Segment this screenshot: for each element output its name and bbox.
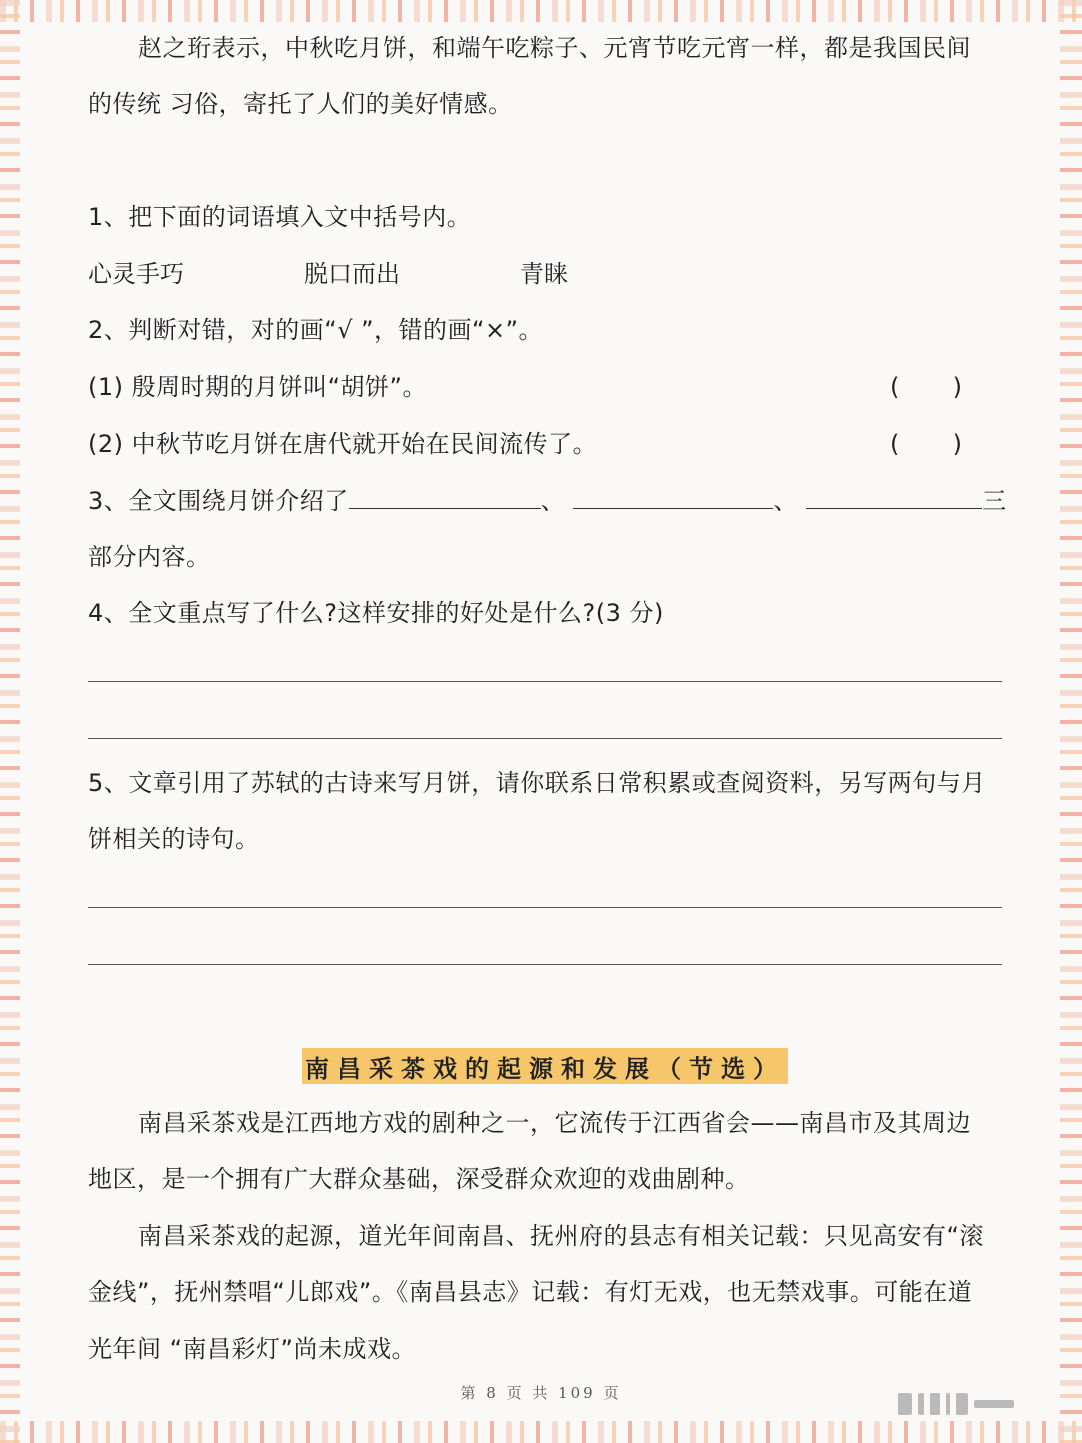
question-5-line: 饼相关的诗句。: [88, 825, 260, 853]
passage-line: 的传统 习俗，寄托了人们的美好情感。: [88, 90, 513, 118]
decorative-border-top: [0, 0, 1082, 22]
question-3-line2: 部分内容。: [88, 543, 211, 571]
passage-line: 地区，是一个拥有广大群众基础，深受群众欢迎的戏曲剧种。: [88, 1165, 750, 1193]
word-choice: 心灵手巧: [88, 260, 184, 288]
close-paren: ): [952, 373, 962, 401]
answer-parentheses[interactable]: [890, 428, 962, 460]
question-5-line: 5、文章引用了苏轼的古诗来写月饼，请你联系日常积累或查阅资料，另写两句与月: [88, 769, 986, 797]
fill-blank[interactable]: [806, 486, 982, 509]
question-4-prompt: 4、全文重点写了什么?这样安排的好处是什么?(3 分): [88, 599, 664, 627]
answer-line[interactable]: [88, 681, 1002, 682]
passage-line: 南昌采茶戏是江西地方戏的剧种之一，它流传于江西省会——南昌市及其周边: [138, 1109, 971, 1137]
question-3-line: [88, 485, 1007, 517]
question-2-prompt: 2、判断对错，对的画“√ ”，错的画“×”。: [88, 316, 544, 344]
word-choice: 青睐: [520, 260, 568, 288]
passage-line: 金线”，抚州禁唱“儿郎戏”。《南昌县志》记载：有灯无戏，也无禁戏事。可能在道: [88, 1278, 973, 1306]
decorative-border-bottom: [0, 1421, 1082, 1443]
question-3-prompt: 3、全文围绕月饼介绍了: [88, 487, 349, 515]
answer-parentheses[interactable]: [890, 371, 962, 403]
separator: 、: [773, 487, 798, 515]
judgement-item: (2) 中秋节吃月饼在唐代就开始在民间流传了。: [88, 430, 598, 458]
section-title-highlight: [302, 1048, 788, 1084]
answer-line[interactable]: [88, 738, 1002, 739]
passage-line: 赵之珩表示，中秋吃月饼，和端午吃粽子、元宵节吃元宵一样，都是我国民间: [138, 34, 971, 62]
page-number: 第 8 页 共 109 页: [460, 1384, 622, 1402]
separator: 、: [540, 487, 566, 515]
fill-blank[interactable]: [573, 486, 773, 509]
passage-line: 光年间 “南昌彩灯”尚未成戏。: [88, 1335, 416, 1363]
decorative-border-right: [1060, 0, 1082, 1443]
question-1-prompt: 1、把下面的词语填入文中括号内。: [88, 203, 472, 231]
close-paren: ): [952, 430, 962, 458]
judgement-item: (1) 殷周时期的月饼叫“胡饼”。: [88, 373, 427, 401]
fill-blank[interactable]: [349, 486, 541, 509]
open-paren: (: [890, 373, 900, 401]
watermark-logo: [898, 1388, 1060, 1420]
section-title: 南昌采茶戏的起源和发展（节选）: [305, 1054, 785, 1083]
passage-line: 南昌采茶戏的起源，道光年间南昌、抚州府的县志有相关记载：只见高安有“滚: [138, 1222, 984, 1250]
answer-line[interactable]: [88, 964, 1002, 965]
decorative-border-left: [0, 0, 20, 1443]
open-paren: (: [890, 430, 900, 458]
question-3-suffix: 三: [982, 487, 1007, 515]
answer-line[interactable]: [88, 907, 1002, 908]
word-choice: 脱口而出: [304, 260, 400, 288]
